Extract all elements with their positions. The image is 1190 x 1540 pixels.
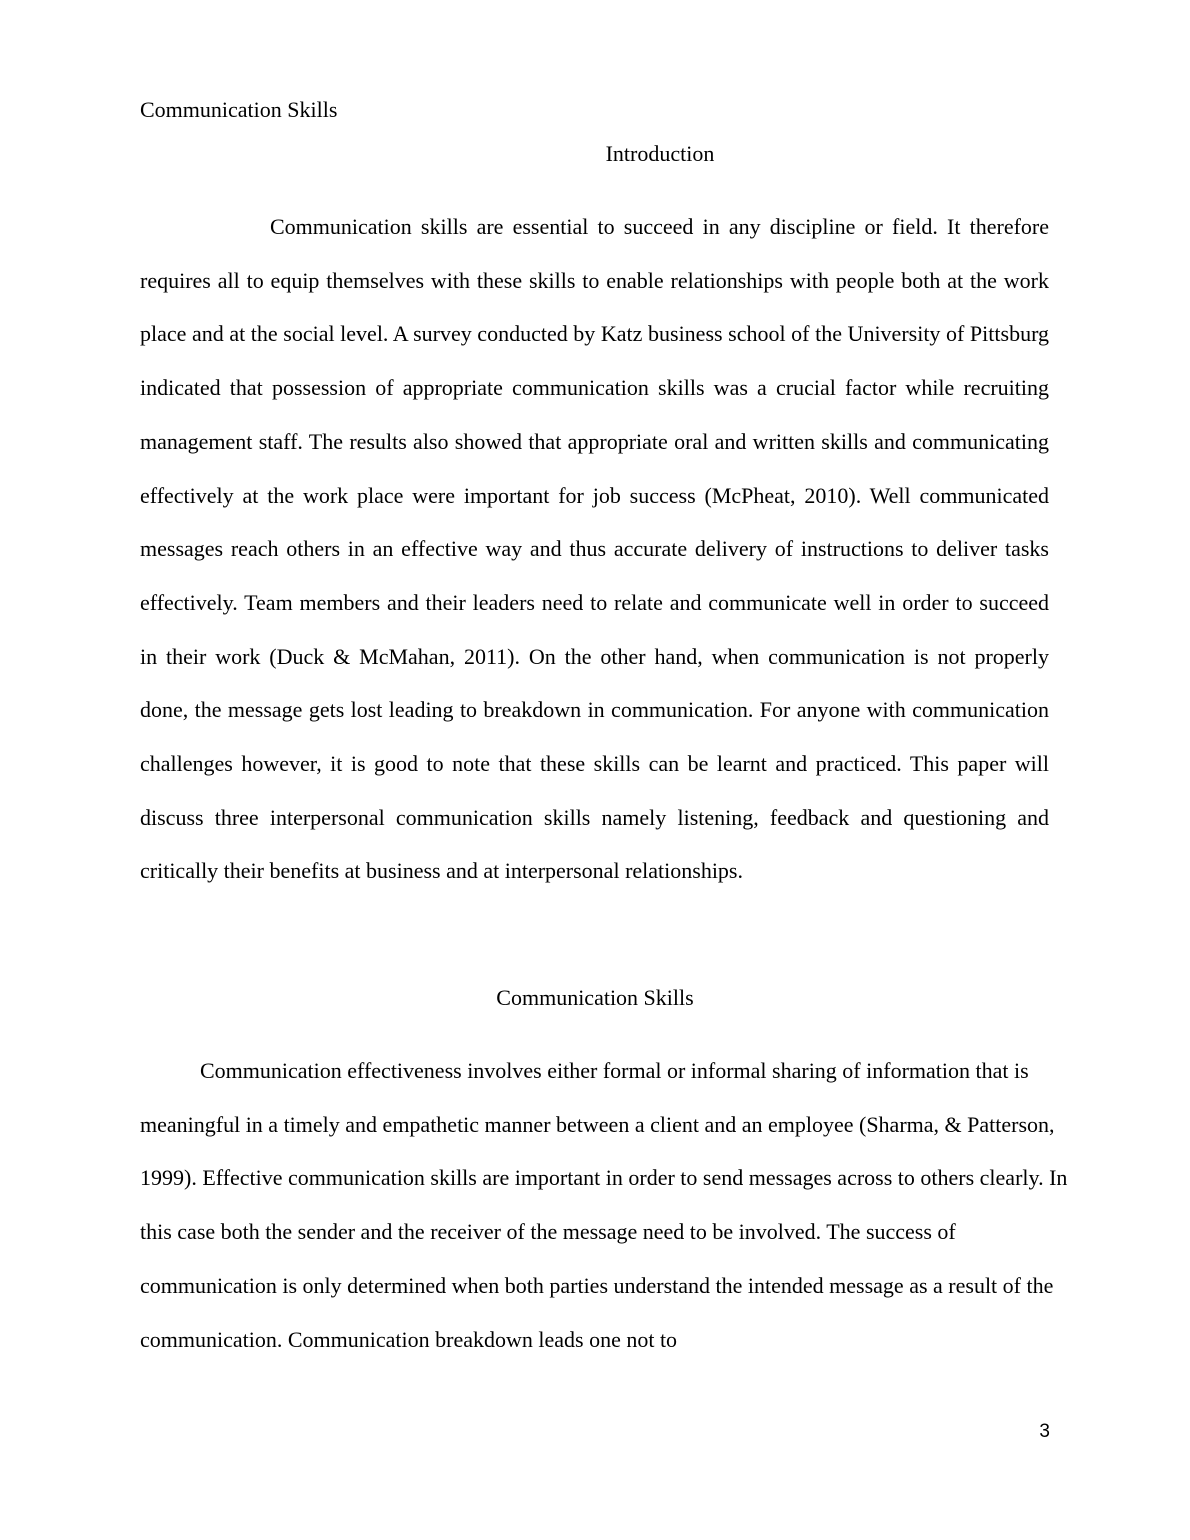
introduction-paragraph: Communication skills are essential to succeed in any discipline or field. It therefore requires all to equip themselves with these skills to enable relationships with people both at the work place and at the social level. A survey conducted by Katz business school of the University of Pittsburg indicated that possession of appropriate communication skills was a crucial factor while recruiting management staff. The results also showed that appropriate oral and written skills and communicating effectively at the work place were important for job success (McPheat, 2010). Well communicated messages reach others in an effective way and thus accurate delivery of instructions to deliver tasks effectively. Team members and their leaders need to relate and communicate well in order to succeed in their work (Duck & McMahan, 2011). On the other hand, when communication is not properly done, the message gets lost leading to breakdown in communication. For anyone with communication challenges however, it is good to note that these skills can be learnt and practiced. This paper will discuss three interpersonal communication skills namely listening, feedback and questioning and critically their benefits at business and at interpersonal relationships. — [140, 214, 1049, 884]
communication-skills-paragraph: Communication effectiveness involves either formal or informal sharing of information that is meaningful in a timely and empathetic manner between a client and an employee (Sharma, & Patterson, 1999). Effective communication skills are important in order to send messages across to others clearly. In this case both the sender and the receiver of the message need to be involved. The success of communication is only determined when both parties understand the intended message as a result of the communication. Communication breakdown leads one not to — [140, 1058, 1068, 1352]
running-head: Communication Skills — [140, 97, 338, 122]
page-number: 3 — [1039, 1421, 1050, 1442]
section-heading-introduction: Introduction — [605, 141, 715, 166]
section-heading-communication-skills: Communication Skills — [496, 985, 694, 1010]
